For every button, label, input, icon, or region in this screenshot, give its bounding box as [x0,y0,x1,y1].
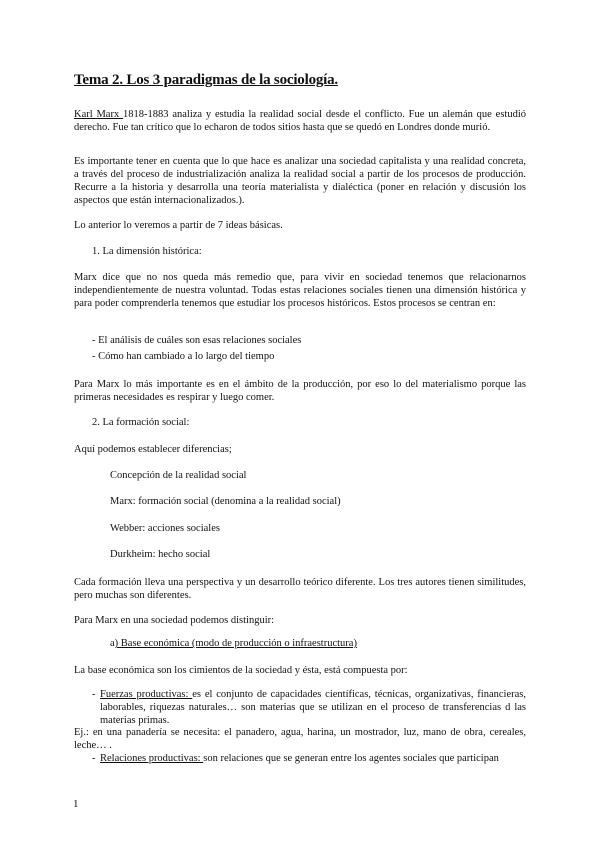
forces-text: es el conjunto de capacidades científicas, técnicas, organizativas, financieras, laborables, riquezas naturales… son materias que se utilizan en el proceso de transferencias d las materias primas. [100,689,526,726]
example-paragraph: Ej.: en una panadería se necesita: el panadero, agua, harina, un mostrador, luz, mano de obra, cereales, leche… . [74,727,526,751]
marx-says-paragraph: Marx dice que no nos queda más remedio que, para vivir en sociedad tenemos que relacionarnos independientemente de nuestra voluntad. Todas estas relaciones sociales tienen una dimensión histórica y para poder comprenderla tenemos que estudiar los procesos históricos. Estos procesos se centran en: [74,272,526,309]
concept-item: Durkheim: hecho social [110,549,211,560]
concept-item: Marx: formación social (denomina a la realidad social) [110,496,341,507]
seven-ideas-paragraph: Lo anterior lo veremos a partir de 7 ideas básicas. [74,220,283,231]
relations-label: Relaciones productivas: [100,753,204,764]
subheading-prefix: a [110,638,115,649]
forces-paragraph [100,688,526,727]
intro-text: 1818-1883 analiza y estudia la realidad social desde el conflicto. Fue un alemán que estudió derecho. Fue tan crítico que lo echaron de todos sitios hasta que se quedó en Londres donde murió. [74,109,526,133]
concept-item: Concepción de la realidad social [110,470,247,481]
relations-paragraph [100,752,499,765]
intro-paragraph [74,108,526,134]
concept-item: Webber: acciones sociales [110,523,220,534]
production-paragraph: Para Marx lo más importante es en el ámbito de la producción, por eso lo del materialismo porque las primeras necesidades es respirar y luego comer. [74,379,526,403]
heading-social-formation: 2. La formación social: [92,417,190,428]
list-item: - El análisis de cuáles son esas relaciones sociales [92,335,302,346]
relations-text: son relaciones que se generan entre los agentes sociales que participan [203,753,499,764]
subheading-economic-base [110,637,357,650]
each-formation-paragraph: Cada formación lleva una perspectiva y un desarrollo teórico diferente. Los tres autores tienen similitudes, pero muchas son diferentes. [74,577,526,601]
page-title: Tema 2. Los 3 paradigmas de la sociología. [74,72,338,88]
subheading-text: ) Base económica (modo de producción o infraestructura) [114,638,357,649]
list-item: - Cómo han cambiado a lo largo del tiempo [92,351,275,362]
distinguish-paragraph: Para Marx en una sociedad podemos distinguir: [74,615,275,626]
intro-author: Karl Marx [74,109,124,120]
forces-label: Fuerzas productivas: [100,689,193,700]
forces-dash: - [92,689,96,700]
relations-dash: - [92,753,96,764]
base-paragraph: La base económica son los cimientos de la sociedad y ésta, está compuesta por: [74,665,408,676]
heading-historical-dimension: 1. La dimensión histórica: [92,246,202,257]
differences-paragraph: Aquí podemos establecer diferencias; [74,444,232,455]
important-paragraph: Es importante tener en cuenta que lo que hace es analizar una sociedad capitalista y una realidad concreta, a través del proceso de industrialización analiza la realidad social a partir de los procesos de producción. Recurre a la historia y desarrolla una teoría materialista y dialéctica (poner en relación y discusión los aspectos que están internacionalizados.). [74,156,526,206]
page-number: 1 [73,798,79,810]
